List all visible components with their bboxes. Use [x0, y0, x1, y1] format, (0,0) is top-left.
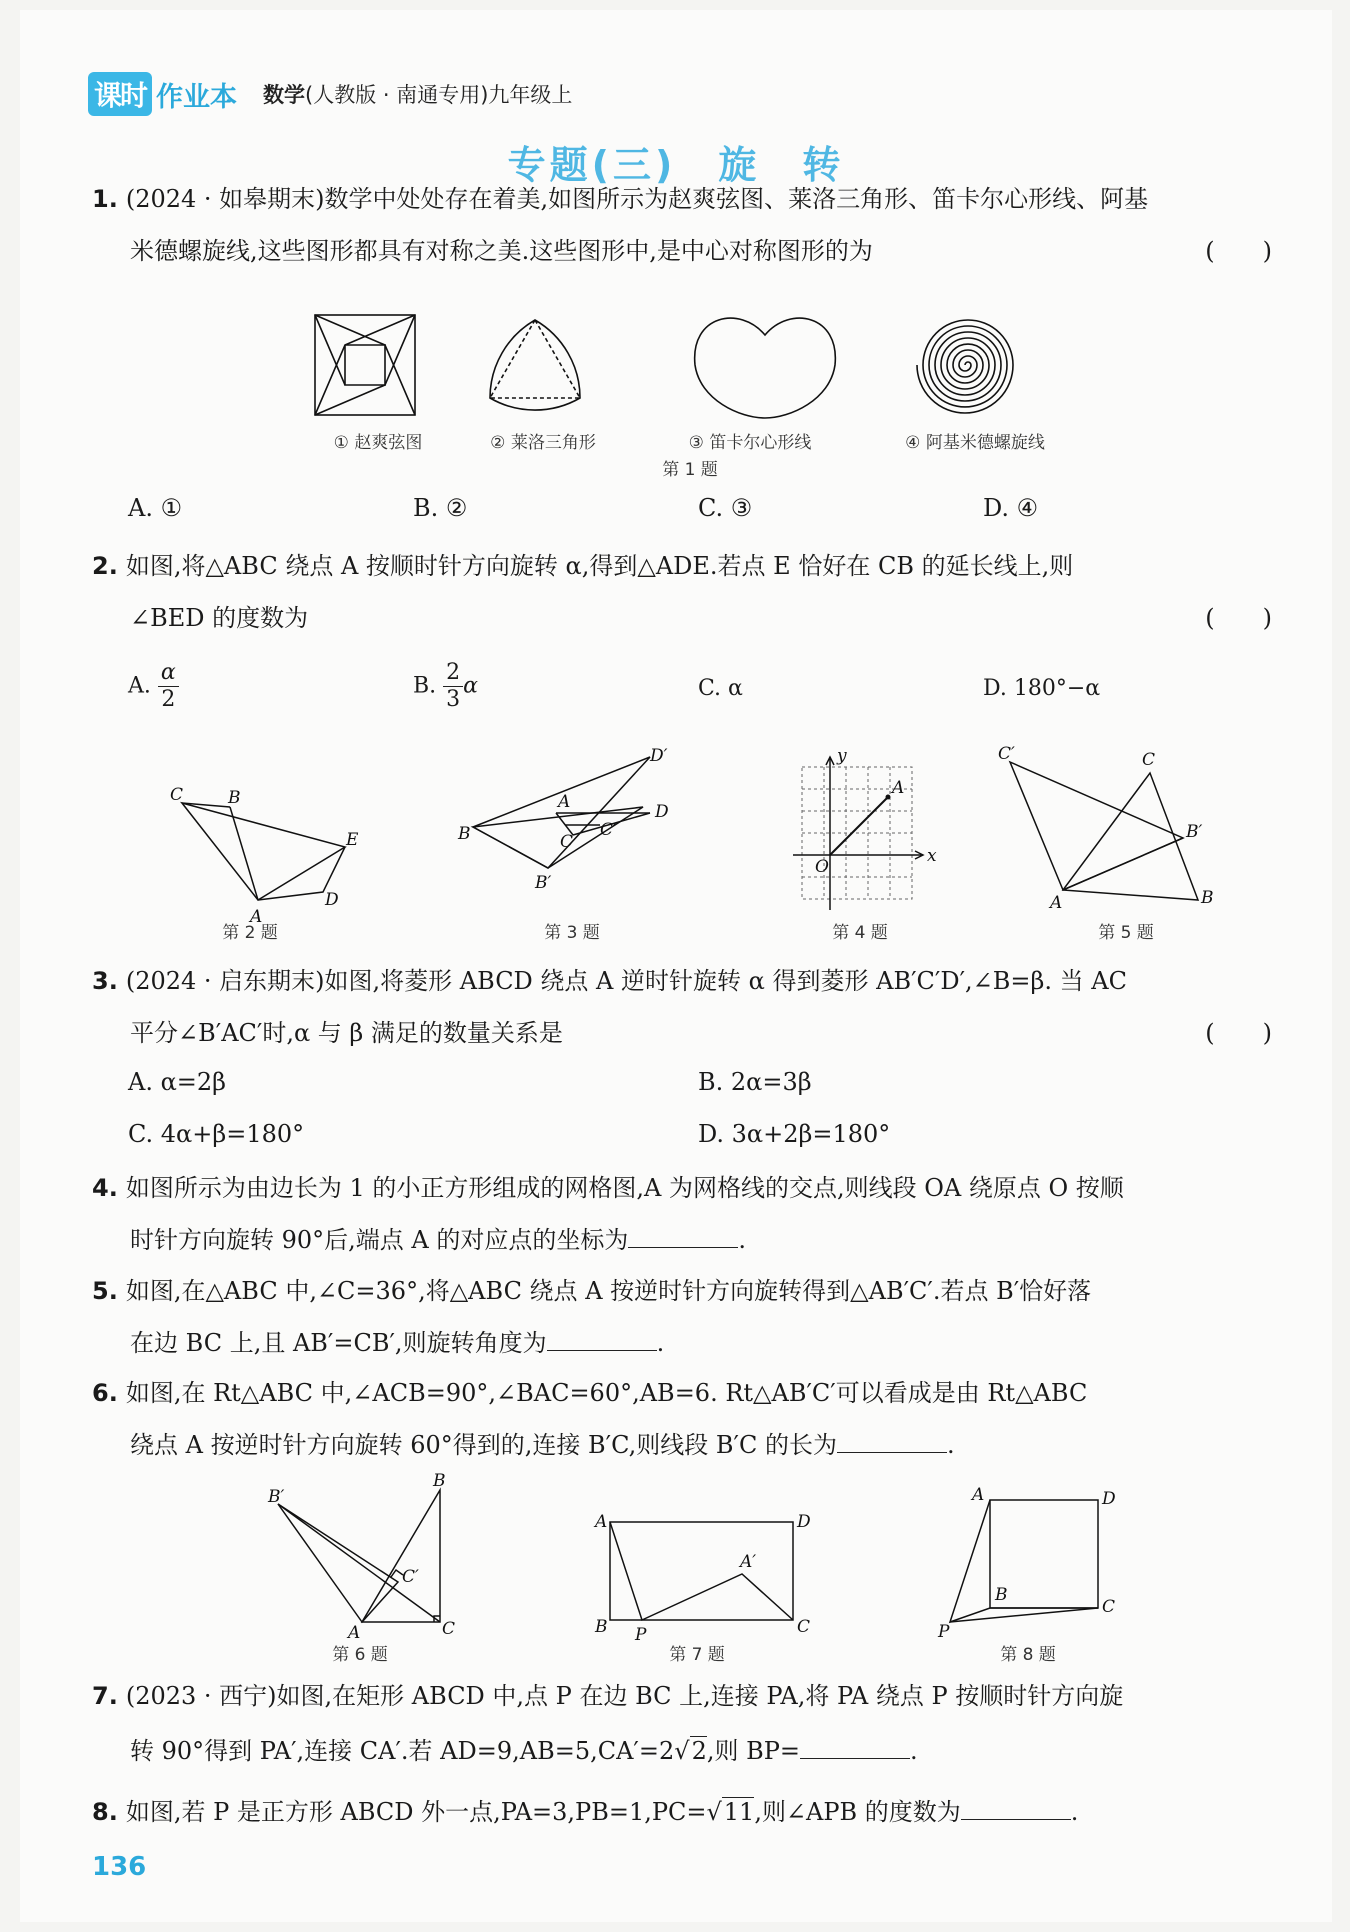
brand-logo — [88, 72, 237, 116]
answer-blank[interactable] — [961, 1795, 1071, 1820]
cardioid-curve — [695, 318, 836, 418]
question-text: 如图,若 P 是正方形 ABCD 外一点,PA=3,PB=1,PC= — [125, 1798, 707, 1826]
header — [88, 72, 572, 116]
question-text: ∠BED 的度数为 — [130, 604, 309, 632]
label: D — [325, 890, 339, 910]
label: A′ — [740, 1552, 757, 1572]
archimedean-spiral — [917, 320, 1013, 413]
label: C — [797, 1617, 811, 1637]
question-1 — [92, 173, 1272, 277]
label: B′ — [268, 1487, 285, 1507]
period: . — [910, 1737, 918, 1765]
option-prefix: A. — [128, 673, 151, 699]
label: C′ — [998, 745, 1015, 764]
answer-blank[interactable] — [837, 1428, 947, 1453]
figure-5 — [1010, 762, 1198, 900]
question-number: 1. — [92, 185, 118, 213]
question-text: 平分∠B′AC′时,α 与 β 满足的数量关系是 — [130, 1019, 563, 1047]
label: O — [815, 857, 829, 877]
answer-blank[interactable] — [547, 1326, 657, 1351]
question-text: 如图,在△ABC 中,∠C=36°,将△ABC 绕点 A 按逆时针方向旋转得到△AB′C′.若点 B′恰好落 — [125, 1277, 1092, 1305]
question-6 — [92, 1367, 1272, 1471]
fig1-label-2: ② 莱洛三角形 — [490, 433, 596, 453]
fig1-caption: 第 1 题 — [662, 460, 718, 480]
option-d[interactable]: D. 3α+2β=180° — [698, 1120, 891, 1148]
label: P — [635, 1625, 647, 1642]
question-text: 在边 BC 上,且 AB′=CB′,则旋转角度为 — [130, 1329, 547, 1357]
question-number: 6. — [92, 1379, 118, 1407]
label: B — [1201, 888, 1214, 908]
denominator: 3 — [446, 687, 461, 712]
question-number: 2. — [92, 552, 118, 580]
logo-text: 作业本 — [156, 81, 238, 113]
label: B — [433, 1472, 446, 1491]
zhao-shuang-diagram — [315, 315, 415, 415]
option-a[interactable]: A. α=2β — [128, 1068, 227, 1096]
answer-blank[interactable] — [800, 1734, 910, 1759]
answer-paren: ( ) — [1205, 237, 1272, 265]
subject: 数学 — [263, 83, 306, 107]
option-a[interactable]: A. ① — [128, 494, 183, 522]
option-a[interactable] — [128, 660, 179, 713]
label: A — [1050, 893, 1063, 913]
question-text: (2023 · 西宁)如图,在矩形 ABCD 中,点 P 在边 BC 上,连接 PA,将 PA 绕点 P 按顺时针方向旋 — [125, 1682, 1124, 1710]
label: C — [170, 785, 184, 805]
question-text: 转 90°得到 PA′,连接 CA′.若 AD=9,AB=5,CA′=2 — [130, 1737, 675, 1765]
figures-row-2 — [250, 1472, 1150, 1642]
reuleaux-triangle — [490, 320, 580, 410]
question-text: 绕点 A 按逆时针方向旋转 60°得到的,连接 B′C,则线段 B′C 的长为 — [130, 1431, 837, 1459]
figure-6 — [278, 1490, 440, 1622]
page-number: 136 — [92, 1852, 147, 1882]
label: B — [228, 788, 241, 808]
question-text: (2024 · 如皋期末)数学中处处存在着美,如图所示为赵爽弦图、莱洛三角形、笛卡尔心形线、阿基 — [125, 185, 1149, 213]
fig1-label-3: ③ 笛卡尔心形线 — [688, 433, 812, 453]
label: C — [442, 1619, 456, 1639]
question-number: 3. — [92, 967, 118, 995]
option-c[interactable]: C. ③ — [698, 494, 753, 522]
question-4 — [92, 1162, 1272, 1266]
option-d[interactable]: D. ④ — [983, 494, 1039, 522]
label: A — [595, 1512, 608, 1532]
question-text: ,则 BP= — [706, 1737, 800, 1765]
question-text: ,则∠APB 的度数为 — [754, 1798, 961, 1826]
question-5 — [92, 1265, 1272, 1369]
label: D — [1102, 1489, 1116, 1509]
label: A — [250, 907, 263, 927]
answer-paren: ( ) — [1205, 604, 1272, 632]
period: . — [656, 1329, 665, 1357]
label: D — [797, 1512, 811, 1532]
label: B′ — [1186, 822, 1203, 842]
label: A — [972, 1485, 985, 1505]
label: C — [1142, 750, 1156, 770]
label: B — [995, 1585, 1008, 1605]
label: C — [1102, 1597, 1116, 1617]
option-prefix: B. — [413, 673, 437, 699]
label: B — [458, 824, 471, 844]
label: x — [927, 846, 937, 866]
label: D — [655, 802, 669, 822]
question-7: 7. (2023 · 西宁)如图,在矩形 ABCD 中,点 P 在边 BC 上,连接 PA,将 PA 绕点 P 按顺时针方向旋 转 90°得到 PA′,连接 CA′.若 AD=9,AB=5,CA′=2√2,则 BP= . — [92, 1682, 1124, 1765]
label: A — [892, 778, 905, 798]
label: E — [346, 830, 359, 850]
fraction — [158, 660, 179, 713]
edition: (人教版 · 南通专用)九年级上 — [305, 83, 573, 107]
option-suffix: α — [463, 673, 479, 699]
question-text: (2024 · 启东期末)如图,将菱形 ABCD 绕点 A 逆时针旋转 α 得到菱形 AB′C′D′,∠B=β. 当 AC — [125, 967, 1127, 995]
question-number: 4. — [92, 1174, 118, 1202]
fig7-caption: 第 7 题 — [669, 1645, 725, 1665]
numerator: α — [158, 660, 179, 687]
label: B — [595, 1617, 608, 1637]
label: C — [560, 832, 574, 852]
figure-7 — [610, 1522, 793, 1620]
period: . — [946, 1431, 955, 1459]
fig6-caption: 第 6 题 — [332, 1645, 388, 1665]
label: A — [558, 792, 571, 812]
figure-8 — [950, 1500, 1098, 1622]
sqrt-value: 11 — [723, 1798, 755, 1826]
figures-row-1 — [150, 745, 1250, 935]
denominator: 2 — [161, 687, 176, 712]
label: C′ — [600, 820, 617, 840]
label: y — [837, 746, 847, 766]
fig8-caption: 第 8 题 — [1000, 1645, 1056, 1665]
question-text: 时针方向旋转 90°后,端点 A 的对应点的坐标为 — [130, 1226, 629, 1254]
label: B′ — [535, 873, 552, 893]
figure-2 — [182, 803, 345, 900]
option-c[interactable]: C. 4α+β=180° — [128, 1120, 305, 1148]
fig4-caption: 第 4 题 — [832, 923, 888, 943]
label: D′ — [650, 746, 668, 766]
option-b[interactable] — [413, 660, 478, 713]
label: P — [938, 1622, 950, 1642]
book-info — [263, 79, 572, 109]
numerator: 2 — [443, 660, 463, 687]
fraction — [443, 660, 463, 713]
fig3-caption: 第 3 题 — [544, 923, 600, 943]
worksheet-page — [20, 10, 1332, 1922]
label: A — [348, 1623, 361, 1642]
question-number: 5. — [92, 1277, 118, 1305]
question-2 — [92, 540, 1272, 644]
option-c[interactable]: C. α — [698, 676, 743, 701]
fig1-label-1: ① 赵爽弦图 — [333, 433, 423, 453]
fig5-caption: 第 5 题 — [1098, 923, 1154, 943]
question-8: 8. 如图,若 P 是正方形 ABCD 外一点,PA=3,PB=1,PC=√11,则∠APB 的度数为 . — [92, 1786, 1272, 1838]
sqrt-value: 2 — [691, 1737, 707, 1765]
answer-blank[interactable] — [628, 1223, 738, 1248]
question-text: 如图,将△ABC 绕点 A 按顺时针方向旋转 α,得到△ADE.若点 E 恰好在 CB 的延长线上,则 — [125, 552, 1074, 580]
figure-1 — [310, 310, 1110, 430]
fig1-label-4: ④ 阿基米德螺旋线 — [905, 433, 1045, 453]
question-number: 8. — [92, 1798, 118, 1826]
question-text: 如图所示为由边长为 1 的小正方形组成的网格图,A 为网格线的交点,则线段 OA 绕原点 O 按顺 — [125, 1174, 1124, 1202]
answer-paren: ( ) — [1205, 1019, 1272, 1047]
option-d[interactable]: D. 180°−α — [983, 676, 1101, 701]
option-b[interactable]: B. 2α=3β — [698, 1068, 812, 1096]
question-text: 米德螺旋线,这些图形都具有对称之美.这些图形中,是中心对称图形的为 — [130, 237, 873, 265]
option-b[interactable]: B. ② — [413, 494, 468, 522]
logo-box: 课时 — [88, 72, 152, 116]
period: . — [738, 1226, 747, 1254]
period: . — [1070, 1798, 1079, 1826]
question-3 — [92, 955, 1272, 1059]
question-text: 如图,在 Rt△ABC 中,∠ACB=90°,∠BAC=60°,AB=6. Rt△AB′C′可以看成是由 Rt△ABC — [125, 1379, 1088, 1407]
label: C′ — [402, 1567, 419, 1587]
question-number: 7. — [92, 1682, 118, 1710]
page-title: 专题(三) 旋 转 — [507, 143, 845, 187]
fig2-caption: 第 2 题 — [222, 923, 278, 943]
